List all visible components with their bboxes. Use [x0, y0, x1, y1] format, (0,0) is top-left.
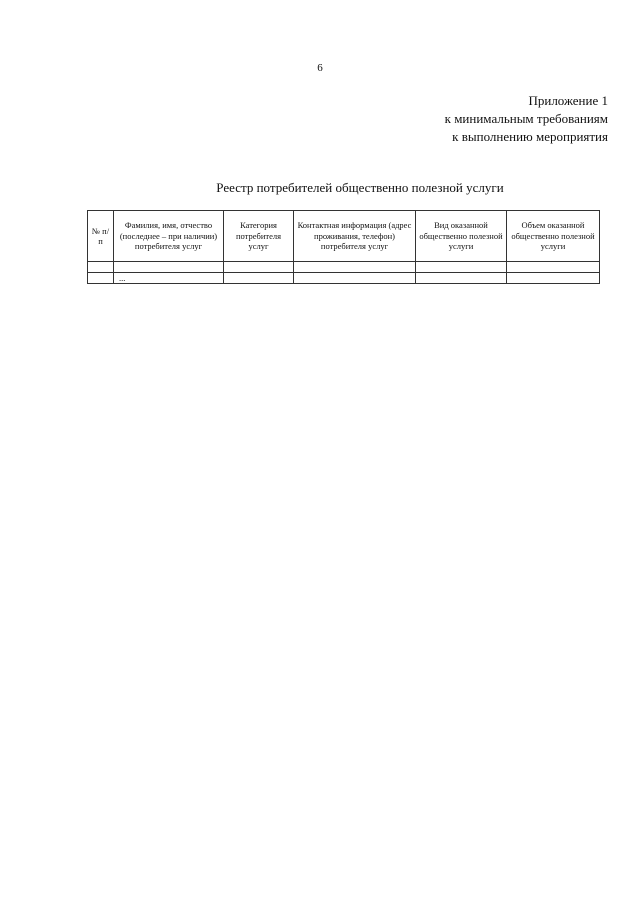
table-cell	[114, 262, 224, 273]
table-cell	[416, 262, 507, 273]
appendix-subtitle-line-1: к минимальным требованиям	[444, 111, 608, 126]
column-header-service-type: Вид оказанной общественно полезной услуги	[416, 211, 507, 262]
table-cell	[294, 273, 416, 284]
appendix-subtitle-line-2: к выполнению мероприятия	[452, 129, 608, 144]
table-cell-ellipsis: ...	[114, 273, 224, 284]
column-header-number: № п/п	[88, 211, 114, 262]
appendix-title: Приложение 1	[528, 93, 608, 108]
table-cell	[224, 262, 294, 273]
column-header-full-name: Фамилия, имя, отчество (последнее – при наличии) потребителя услуг	[114, 211, 224, 262]
register-table	[87, 210, 600, 284]
table-cell	[416, 273, 507, 284]
table-row	[88, 262, 600, 273]
register-title: Реестр потребителей общественно полезной услуги	[216, 180, 504, 195]
table-cell	[88, 273, 114, 284]
table-cell	[507, 262, 600, 273]
table-cell	[224, 273, 294, 284]
table-cell	[88, 262, 114, 273]
column-header-category: Категория потребителя услуг	[224, 211, 294, 262]
table-cell	[507, 273, 600, 284]
table-row	[88, 273, 600, 284]
appendix-header	[288, 92, 608, 146]
column-header-service-volume: Объем оказанной общественно полезной услуги	[507, 211, 600, 262]
table-cell	[294, 262, 416, 273]
table-header-row	[88, 211, 600, 262]
page-number: 6	[317, 62, 323, 74]
column-header-contact-info: Контактная информация (адрес проживания, телефон) потребителя услуг	[294, 211, 416, 262]
